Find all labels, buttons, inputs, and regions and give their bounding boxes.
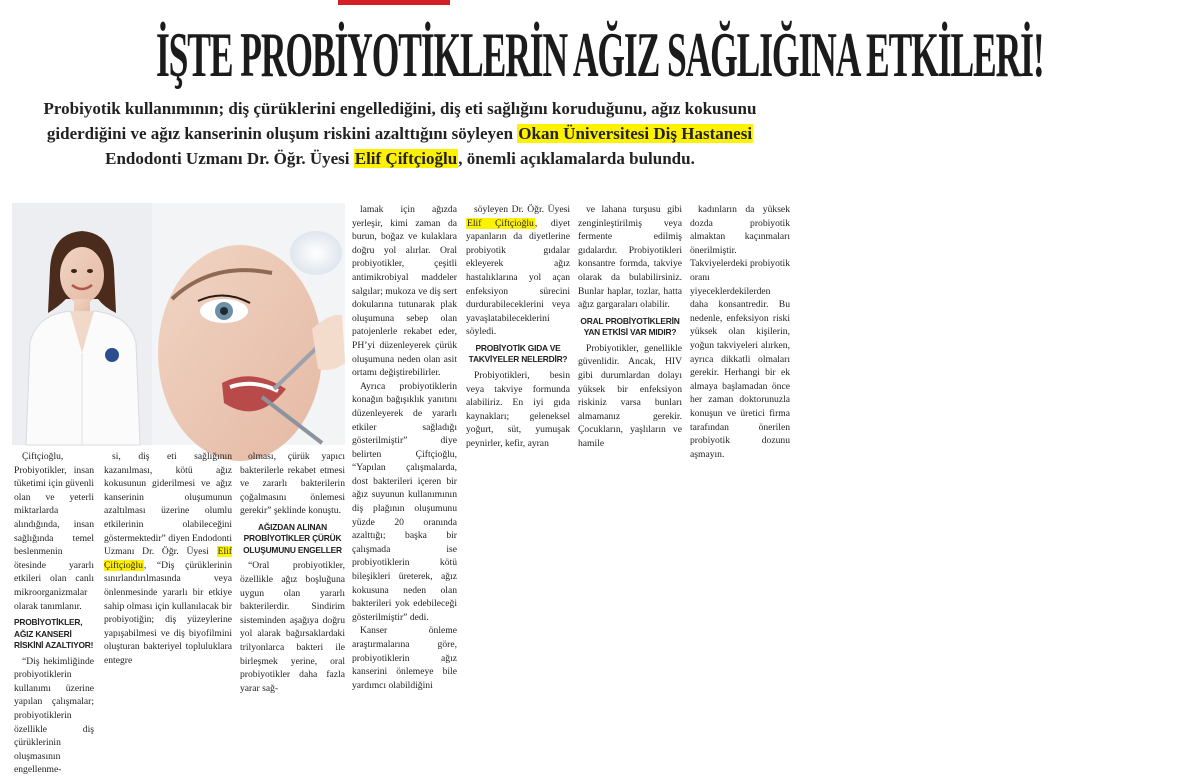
highlight-doctor-name: Elif Çiftçioğlu	[354, 149, 458, 168]
subheading-gıda-takviye: PROBİYOTİK GIDA VE TAKVİYELER NELERDİR?	[468, 342, 568, 365]
article-column-5: söyleyen Dr. Öğr. Üyesi Elif Çiftçioğlu, diyet yapanların da diyetlerine probiyotik gıdalar ekleyerek ağız hastalıklarına yol açan enfeksiyon sürecini durdurabileceklerini veya yavaşlatabileceklerini söyledi. PROBİYOTİK GIDA VE TAKVİYELER NELERDİR? Probiyotikleri, besin veya takviye formunda alabiliriz. En iyi gıda kaynakları; geleneksel yoğurt, süt, yumuşak peynirler, kefir, ayran	[466, 204, 570, 449]
subheading-ağız-kanseri: PROBİYOTİKLER, AĞIZ KANSERİ RİSKİNİ AZALTIYOR!	[14, 617, 94, 651]
article-column-2: si, diş eti sağlığının kazanılması, kötü ağız kokusunun giderilmesi ve ağız kanserinin oluşumunun azaltılması üzerine olumlu etkilerinin olabileceğini göstermektedir” diyen Endodonti Uzmanı Dr. Öğr. Üyesi Elif Çiftçioğlu, “Diş çürüklerinin sınırlandırılmasında veya önlenmesinde yararlı bir etkiye sahip olması için kullanılacak bir probiyotiğin; diş yüzeylerine yapışabilmesi ve diş biyofilmini oluşturan bakteriyel topluluklara entegre	[104, 451, 232, 666]
lead-paragraph: Probiyotik kullanımının; diş çürüklerini engellediğini, diş eti sağlığını koruduğunu, ağız kokusunu giderdiğini ve ağız kanserinin oluşum riskini azalttığını söyleyen Okan Üniversitesi Diş Hastanesi Endodonti Uzmanı Dr. Öğr. Üyesi Elif Çiftçioğlu, önemli açıklamalarda bulundu.	[43, 99, 757, 168]
article-column-6: ve lahana turşusu gibi zenginleştirilmiş veya fermente edilmiş gıdalardır. Probiyotikleri konsantre formda, takviye olarak da bulabilirsiniz. Bunlar haplar, tozlar, hatta ağız gargaraları olabilir. ORAL PROBİYOTİKLERİN YAN ETKİSİ VAR MIDIR? Probiyotikler, genellikle güvenlidir. Ancak, HIV gibi durumlardan dolayı yüksek bir enfeksiyon riskiniz varsa bunları almamanız gerekir. Çocukların, yaşlıların ve hamile	[578, 204, 682, 449]
article-column-3: olması, çürük yapıcı bakterilerle rekabet etmesi ve zararlı bakterilerin çoğalmasını önlemesi gerekir” şeklinde konuştu. AĞIZDAN ALINAN PROBİYOTİKLER ÇÜRÜK OLUŞUMUNU ENGELLER “Oral probiyotikler, özellikle ağız boşluğuna uygun olan yararlı bakterilerdir. Sindirim sisteminden aşağıya doğru yol alarak bağırsaklardaki trilyonlarca bakteri ile birleşmek yerine, oral probiyotikler daha fazla yarar sağ-	[240, 451, 345, 694]
dental-photo-illustration	[12, 203, 345, 445]
article-column-7: kadınların da yüksek dozda probiyotik almaktan kaçınmaları önerilmiştir. Takviyelerdeki probiyotik oranı yiyeceklerdekilerden daha konsantredir. Bu nedenle, enfeksiyon riski yüksek olan kişilerin, yoğun takviyeleri alırken, ayrıca dikkatli olmaları gerekir. Herhangi bir ek almaya başlamadan önce her zaman doktorunuzla konuşun ve üretici firma tarafından önerilen probiyotik dozunu aşmayın.	[690, 204, 790, 460]
subheading-yan-etki: ORAL PROBİYOTİKLERİN YAN ETKİSİ VAR MIDIR?	[580, 315, 680, 338]
article-column-4: lamak için ağızda yerleşir, kimi zaman da burun, boğaz ve kulaklara doğru yol alırlar. Oral probiyotikler, çeşitli antimikrobiyal maddeler salgılar; mukoza ve diş sert dokularına tutunarak plak oluşumuna sebep olan patojenlerle rekabet eder, PH’yi düzenleyerek çürük oluşumuna neden olan asit ortamı değiştirebilirler. Ayrıca probiyotiklerin konağın bağışıklık yanıtını düzenleyerek de yararlı etkiler sağladığı gösterilmiştir” diye belirten Çiftçioğlu, “Yapılan çalışmalarda, dost bakterileri içeren bir ağız suyunun kullanımının diş plağının oluşumunu yüzde 20 oranında azalttığı; başka bir çalışmada ise probiyotiklerin kötü bileşikleri üreterek, ağız kokusuna neden olan bakterileri yok edebileceği gösterilmiştir” dedi. Kanser önleme araştırmalarına göre, probiyotiklerin ağız kanserini önlemeye bile yardımcı olabildiğini	[352, 204, 457, 691]
doctor-name-highlight-2: Elif Çiftçioğlu	[467, 217, 534, 229]
highlight-hospital: Okan Üniversitesi Diş Hastanesi	[518, 124, 753, 143]
subheading-çürük-oluşumu: AĞIZDAN ALINAN PROBİYOTİKLER ÇÜRÜK OLUŞUMUNU ENGELLER	[243, 521, 342, 555]
article-column-1: Çiftçioğlu, Probiyotikler, insan tüketimi için güvenli olan ve yeterli miktarlarda alındığında, insan sağlığında temel beslenmenin ötesinde yararlı etkileri olan canlı mikroorganizmalar olarak tanımlanır. PROBİYOTİKLER, AĞIZ KANSERİ RİSKİNİ AZALTIYOR! “Diş hekimliğinde probiyotiklerin kullanımı üzerine yapılan çalışmalar; probiyotiklerin özellikle diş çürüklerinin oluşmasının engellenme-	[14, 451, 94, 776]
article-photo	[12, 203, 345, 445]
doctor-name-highlight: Elif Çiftçioğlu	[104, 546, 232, 571]
headline: İŞTE PROBİYOTİKLERİN AĞIZ SAĞLIĞINA ETKİLERİ!	[155, 20, 1044, 91]
